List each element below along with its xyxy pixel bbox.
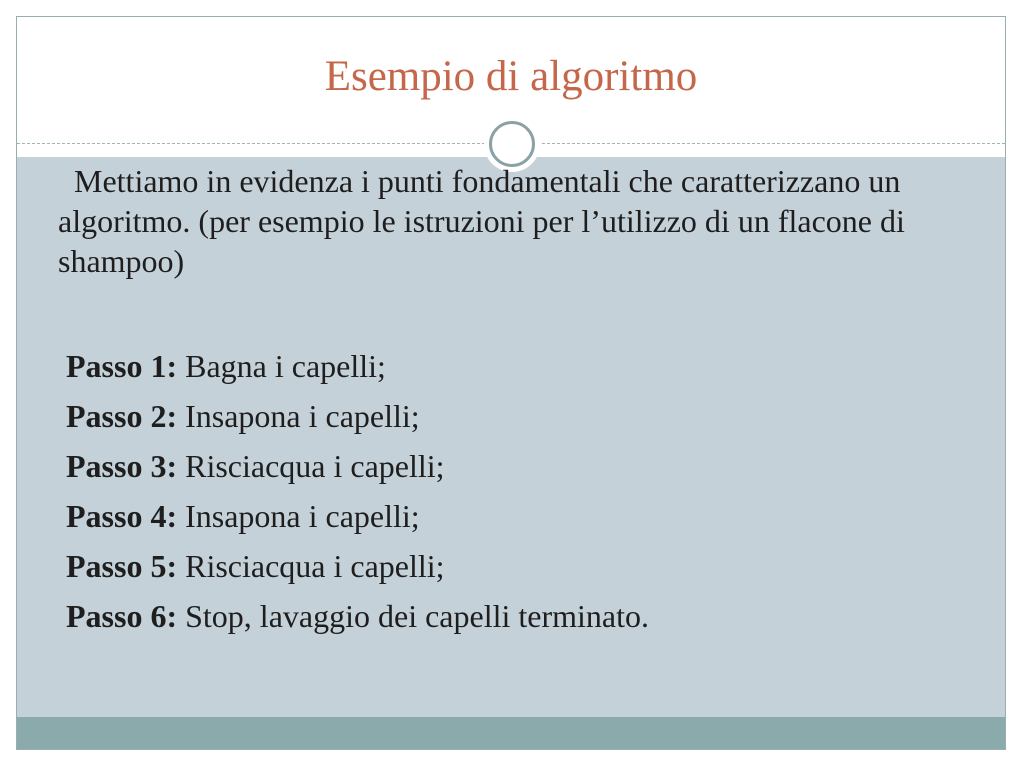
step-item [66, 441, 649, 491]
footer-band [17, 717, 1005, 750]
step-label: Passo 3: [66, 448, 178, 484]
step-item [66, 391, 649, 441]
slide-title: Esempio di algoritmo [324, 53, 698, 100]
steps-list [66, 341, 649, 641]
intro-paragraph: Mettiamo in evidenza i punti fondamentali che caratterizzano un algoritmo. (per esempio le istruzioni per l’utilizzo di un flacone di shampoo) [58, 163, 905, 279]
step-label: Passo 4: [66, 498, 178, 534]
step-item [66, 591, 649, 641]
step-item [66, 341, 649, 391]
step-label: Passo 2: [66, 398, 178, 434]
step-text: Insapona i capelli; [185, 498, 420, 534]
step-text: Stop, lavaggio dei capelli terminato. [185, 598, 649, 634]
step-item [66, 541, 649, 591]
step-label: Passo 5: [66, 548, 178, 584]
step-text: Insapona i capelli; [185, 398, 420, 434]
step-text: Risciacqua i capelli; [185, 548, 445, 584]
step-text: Risciacqua i capelli; [185, 448, 445, 484]
step-item [66, 491, 649, 541]
step-text: Bagna i capelli; [185, 348, 386, 384]
step-label: Passo 6: [66, 598, 178, 634]
step-label: Passo 1: [66, 348, 178, 384]
